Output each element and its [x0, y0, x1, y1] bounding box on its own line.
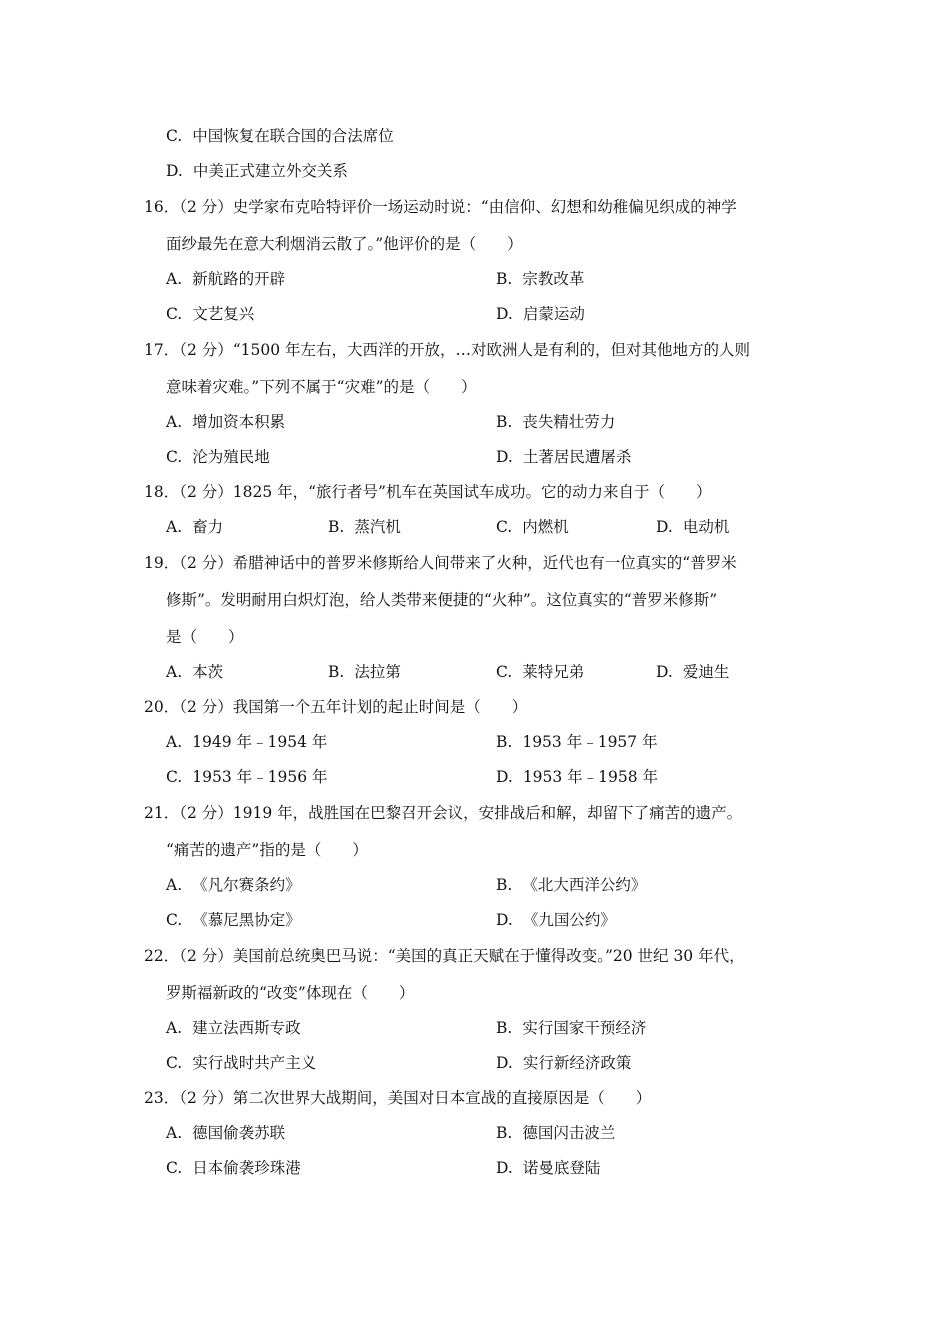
q23-option-a [166, 1123, 285, 1143]
option-text: 沦为殖民地 [192, 448, 270, 466]
q17-option-b [496, 412, 615, 432]
q22-option-a [166, 1018, 301, 1038]
option-label: D. [496, 768, 513, 786]
option-text: 1949 年﹣1954 年 [192, 733, 328, 751]
option-text: 中美正式建立外交关系 [192, 162, 348, 180]
option-text: 德国偷袭苏联 [192, 1124, 286, 1142]
option-label: B. [496, 270, 513, 288]
option-text: 建立法西斯专政 [192, 1019, 301, 1037]
q16-stem-line1: 16．（2 分）史学家布克哈特评价一场运动时说：“由信仰、幻想和幼稚偏见织成的神学 [144, 198, 737, 216]
q21-option-a [166, 875, 301, 895]
q17-option-a [166, 412, 285, 432]
option-label: C. [166, 768, 183, 786]
q19-stem-line2: 修斯”。发明耐用白炽灯泡，给人类带来便捷的“火种”。这位真实的“普罗米修斯” [166, 591, 718, 609]
q22-stem-line2: 罗斯福新政的“改变”体现在（ ） [166, 984, 415, 1002]
q22-option-c [166, 1053, 316, 1073]
q23-option-b [496, 1123, 615, 1143]
q23-option-d [496, 1158, 600, 1178]
q16-option-d [496, 304, 585, 324]
option-label: A. [166, 1124, 183, 1142]
option-text: 1953 年﹣1958 年 [522, 768, 659, 786]
q21-option-d [496, 910, 616, 930]
option-label: A. [166, 733, 183, 751]
option-text: 宗教改革 [522, 270, 585, 288]
q16-option-a [166, 269, 285, 289]
q20-option-d [496, 767, 658, 787]
q19-stem-line3: 是（ ） [166, 628, 244, 646]
option-label: B. [496, 1019, 513, 1037]
option-text: 中国恢复在联合国的合法席位 [192, 127, 394, 145]
option-text: 法拉第 [354, 663, 401, 681]
q20-option-b [496, 732, 658, 752]
option-text: 新航路的开辟 [192, 270, 286, 288]
option-label: C. [166, 448, 183, 466]
q15-option-d [166, 161, 348, 181]
option-text: 畜力 [192, 518, 224, 536]
q16-option-c [166, 304, 254, 324]
option-text: 启蒙运动 [522, 305, 585, 323]
option-text: 增加资本积累 [192, 413, 286, 431]
option-label: B. [328, 518, 345, 536]
option-label: A. [166, 270, 183, 288]
option-label: A. [166, 413, 183, 431]
option-text: 《凡尔赛条约》 [192, 876, 301, 894]
q19-stem-line1: 19．（2 分）希腊神话中的普罗米修斯给人间带来了火种，近代也有一位真实的“普罗米 [144, 554, 737, 572]
q18-option-d [656, 517, 729, 537]
option-label: C. [166, 1159, 183, 1177]
option-label: A. [166, 663, 183, 681]
q19-option-d [656, 662, 729, 682]
q16-stem-line2: 面纱最先在意大利烟消云散了。”他评价的是（ ） [166, 235, 523, 253]
q21-option-c [166, 910, 301, 930]
option-label: D. [656, 663, 673, 681]
q22-option-b [496, 1018, 646, 1038]
option-label: C. [166, 911, 183, 929]
option-text: 《北大西洋公约》 [522, 876, 647, 894]
option-text: 诺曼底登陆 [522, 1159, 601, 1177]
option-text: 实行新经济政策 [522, 1054, 632, 1072]
option-text: 《九国公约》 [522, 911, 616, 929]
q18-stem-line1: 18．（2 分）1825 年，“旅行者号”机车在英国试车成功。它的动力来自于（ ） [144, 483, 712, 501]
option-label: C. [496, 518, 513, 536]
q22-option-d [496, 1053, 631, 1073]
option-text: 本茨 [192, 663, 224, 681]
q21-option-b [496, 875, 646, 895]
option-text: 《慕尼黑协定》 [192, 911, 301, 929]
option-label: B. [496, 733, 513, 751]
option-text: 德国闪击波兰 [522, 1124, 616, 1142]
option-label: D. [166, 162, 183, 180]
q16-option-b [496, 269, 584, 289]
option-text: 蒸汽机 [354, 518, 401, 536]
q15-option-c [166, 126, 394, 146]
option-label: D. [496, 1159, 513, 1177]
option-label: B. [496, 1124, 513, 1142]
q23-option-c [166, 1158, 301, 1178]
q18-option-a [166, 517, 223, 537]
option-label: D. [496, 911, 513, 929]
option-label: D. [656, 518, 673, 536]
option-text: 内燃机 [522, 518, 569, 536]
q19-option-b [328, 662, 401, 682]
option-text: 电动机 [682, 518, 730, 536]
option-text: 丧失精壮劳力 [522, 413, 616, 431]
option-text: 1953 年﹣1956 年 [192, 768, 328, 786]
option-text: 1953 年﹣1957 年 [522, 733, 658, 751]
option-text: 爱迪生 [682, 663, 730, 681]
q23-stem-line1: 23．（2 分）第二次世界大战期间，美国对日本宣战的直接原因是（ ） [144, 1089, 652, 1107]
option-label: D. [496, 448, 513, 466]
option-label: A. [166, 518, 183, 536]
option-label: B. [496, 876, 513, 894]
option-label: C. [166, 127, 183, 145]
option-label: C. [496, 663, 513, 681]
option-label: D. [496, 305, 513, 323]
q21-stem-line1: 21．（2 分）1919 年，战胜国在巴黎召开会议，安排战后和解，却留下了痛苦的遗产。 [144, 804, 743, 822]
q17-stem-line1: 17．（2 分）“1500 年左右，大西洋的开放，…对欧洲人是有利的，但对其他地方的人则 [144, 341, 751, 359]
option-label: A. [166, 1019, 183, 1037]
q20-stem-line1: 20．（2 分）我国第一个五年计划的起止时间是（ ） [144, 698, 528, 716]
q18-option-c [496, 517, 569, 537]
option-label: C. [166, 305, 183, 323]
option-text: 莱特兄弟 [522, 663, 585, 681]
q18-option-b [328, 517, 401, 537]
q22-stem-line1: 22．（2 分）美国前总统奥巴马说：“美国的真正天赋在于懂得改变。”20 世纪 30 年代， [144, 947, 745, 965]
option-label: C. [166, 1054, 183, 1072]
q17-option-d [496, 447, 631, 467]
option-text: 实行战时共产主义 [192, 1054, 317, 1072]
q17-option-c [166, 447, 270, 467]
option-label: B. [496, 413, 513, 431]
option-label: A. [166, 876, 183, 894]
option-label: D. [496, 1054, 513, 1072]
option-text: 实行国家干预经济 [522, 1019, 647, 1037]
option-text: 土著居民遭屠杀 [522, 448, 632, 466]
q19-option-a [166, 662, 223, 682]
q19-option-c [496, 662, 584, 682]
q17-stem-line2: 意味着灾难。”下列不属于“灾难”的是（ ） [166, 378, 477, 396]
q21-stem-line2: “痛苦的遗产”指的是（ ） [166, 841, 368, 859]
q20-option-c [166, 767, 327, 787]
option-text: 日本偷袭珍珠港 [192, 1159, 301, 1177]
q20-option-a [166, 732, 327, 752]
option-label: B. [328, 663, 345, 681]
option-text: 文艺复兴 [192, 305, 255, 323]
